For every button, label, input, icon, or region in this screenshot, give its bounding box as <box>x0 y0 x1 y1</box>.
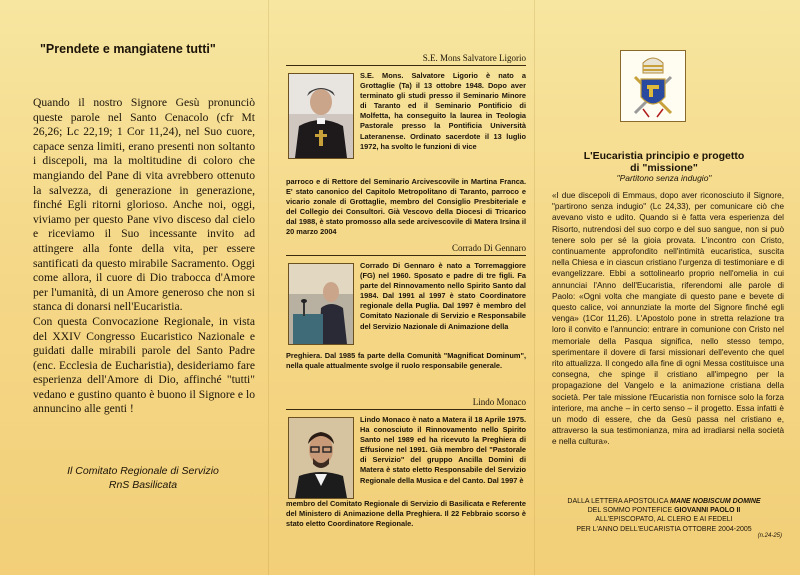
source-letter-label: DALLA LETTERA APOSTOLICA <box>567 498 669 505</box>
left-panel <box>0 0 268 575</box>
intro-paragraph-2: Con questa Convocazione Regionale, in vista del XXIV Congresso Eucaristico Nazionale e guidati dalle mirabili parole del Santo Padre (enc. Ecclesia de Eucharistia), desideriamo fare esperienza dell'Amore di Dio, affinché "tutti" vedano e gustino quanto è buono il Signore e lo annuncino alle genti ! <box>33 314 255 416</box>
portrait-speaker-icon <box>289 264 353 344</box>
source-pope-label: DEL SOMMO PONTEFICE <box>587 507 673 515</box>
bio-ligorio <box>286 53 526 243</box>
source-line-2 <box>544 506 784 515</box>
portrait-man-icon <box>289 418 353 498</box>
section-title-line2: di "missione" <box>630 162 698 174</box>
bio-text-continued: parroco e di Rettore del Seminario Arcivescovile in Martina Franca. E' stato canonico del Capitolo Metropolitano di Taranto, parroco e vicario zonale di Grottaglie, membro del Consiglio Presbiteriale e del Collegio dei Consultori. Già Vescovo della Diocesi di Tricarico dal 1988, è stato promosso alla sede arcivescovile di Matera Irsina il 20 marzo 2004 <box>286 177 526 237</box>
bio-name: Lindo Monaco <box>472 397 526 407</box>
bio-rule <box>286 255 526 256</box>
section-title-line1: L'Eucaristia principio e progetto <box>583 150 745 162</box>
bio-name: Corrado Di Gennaro <box>452 243 526 253</box>
section-title <box>544 150 784 174</box>
encyclical-quote: «I due discepoli di Emmaus, dopo aver riconosciuto il Signore, "partirono senza indugio" (Lc 24,33), per comunicare ciò che avevano visto e udito. Quando si è fatta vera esperienza del Risorto, nutrendosi del suo corpo e del suo sangue, non si può tenere solo per sé la gioia provata. L'incontro con Cristo, continuamente approfondito nell'intimità eucaristica, suscita nella Chiesa e in ciascun cristiano l'urgenza di testimoniare e di evangelizzare. Ebbi a sottolinearlo proprio nell'omelia in cui annunciai l'Anno dell'Eucaristia, riferendomi alle parole di Paolo: «Ogni volta che mangiate di questo pane e bevete di questo calice, voi annunziate la morte del Signore finché egli venga» (1Cor 11,26). L'Apostolo pone in stretta relazione tra loro il convito e l'annuncio: entrare in comunione con Cristo nel memoriale della Pasqua significa, nello stesso tempo, sperimentare il dovere di farsi missionari dell'evento che quel rito attualizza. Il congedo alla fine di ogni Messa costituisce una consegna, che spinge il cristiano all'impegno per la propagazione del Vangelo e la animazione cristiana della società. Per tale missione l'Eucaristia non fornisce solo la forza interiore, ma anche – in certo senso – il progetto. Essa infatti è un modo di essere, che da Gesù passa nel cristiano e, attraverso la sua testimonianza, mira ad irradiarsi nella società e nella cultura». <box>552 191 784 447</box>
bio-text-continued: membro del Comitato Regionale di Servizio di Basilicata e Referente del Ministero di Animazione della Preghiera. Il 22 Febbraio scorso è stato eletto Coordinatore Regionale. <box>286 499 526 529</box>
middle-panel <box>268 0 534 575</box>
signature-org: RnS Basilicata <box>108 479 178 491</box>
source-line-3: ALL'EPISCOPATO, AL CLERO E AI FEDELI <box>595 516 733 524</box>
intro-paragraph-1: Quando il nostro Signore Gesù pronunciò queste parole nel Santo Cenacolo (cfr Mt 26,26; Lc 22,19; 1 Cor 11,24), nel Suo cuore, capace senza limiti, erano presenti non soltanto i discepoli, ma la moltitudine di coloro che mangiando del Pane di vita avrebbero ottenuto la salvezza, di generazione in generazione, finché Egli ritorni glorioso. Anche noi, oggi, viviamo per questo Pane vivo disceso dal cielo e riceviamo il Suo incessante invito ad attingere alla fonte della vita, per essere santificati da questo mirabile Sacramento. Oggi come allora, il cuore di Dio trabocca d'Amore per l'umanità, di un Amore generoso che non si stanca di donarsi nell'Eucaristia. <box>33 96 255 314</box>
bio-name: S.E. Mons Salvatore Ligorio <box>422 53 526 63</box>
portrait-bishop-icon <box>289 74 353 158</box>
signature-committee: Il Comitato Regionale di Servizio <box>67 465 219 477</box>
papal-crest-icon <box>621 51 685 121</box>
source-letter-title: MANE NOBISCUM DOMINE <box>669 498 761 505</box>
quote-source <box>544 497 784 534</box>
paragraph-reference: (n.24-25) <box>757 533 782 539</box>
source-line-4: PER L'ANNO DELL'EUCARISTIA OTTOBRE 2004-2005 <box>576 525 752 533</box>
source-line-1 <box>544 497 784 506</box>
papal-coat-of-arms <box>620 50 686 122</box>
bio-di-gennaro <box>286 243 526 393</box>
bio-text: S.E. Mons. Salvatore Ligorio è nato a Grottaglie (Ta) il 13 ottobre 1948. Dopo aver terminato gli studi presso il Seminario Minore di Taranto ed il Seminario Pontificio di Molfetta, ha conseguito la laurea in Teologia Pastorale presso la Pontificia Università Lateranense. Ordinato sacerdote il 13 luglio 1972, ha svolto le funzioni di vice <box>360 71 526 151</box>
intro-text <box>33 96 255 417</box>
signature <box>48 464 238 492</box>
bio-text: Lindo Monaco è nato a Matera il 18 Aprile 1975. Ha conosciuto il Rinnovamento nello Spirito Santo nel 1989 ed ha ricevuto la Preghiera di Effusione nel 1991. Già membro del "Pastorale di Servizio" del gruppo Ancilla Domini di Matera è stato eletto Responsabile del Servizio Regionale della Musica e del Canto. Dal 1997 è <box>360 415 526 485</box>
section-subtitle: "Partitono senza indugio" <box>616 173 712 183</box>
bio-text: Corrado Di Gennaro è nato a Torremaggiore (FG) nel 1960. Sposato e padre di tre figli. Fa parte del Rinnovamento nello Spirito Santo dal 1984. Dal 1991 al 1997 è stato Coordinatore regionale della Puglia. Dal 1997 è membro del Comitato Nazionale di Servizio e Responsabile del Servizio Nazionale di Animazione della <box>360 261 526 331</box>
bio-rule <box>286 409 526 410</box>
bio-text-continued: Preghiera. Dal 1985 fa parte della Comunità "Magnificat Dominum", nella quale attualmente svolge il ruolo responsabile generale. <box>286 351 526 371</box>
photo-di-gennaro <box>288 263 354 345</box>
photo-monaco <box>288 417 354 499</box>
right-panel <box>534 0 800 575</box>
photo-ligorio <box>288 73 354 159</box>
bio-monaco <box>286 397 526 567</box>
source-pope-name: GIOVANNI PAOLO II <box>674 507 741 515</box>
headline: "Prendete e mangiatene tutti" <box>40 42 216 56</box>
bio-rule <box>286 65 526 66</box>
